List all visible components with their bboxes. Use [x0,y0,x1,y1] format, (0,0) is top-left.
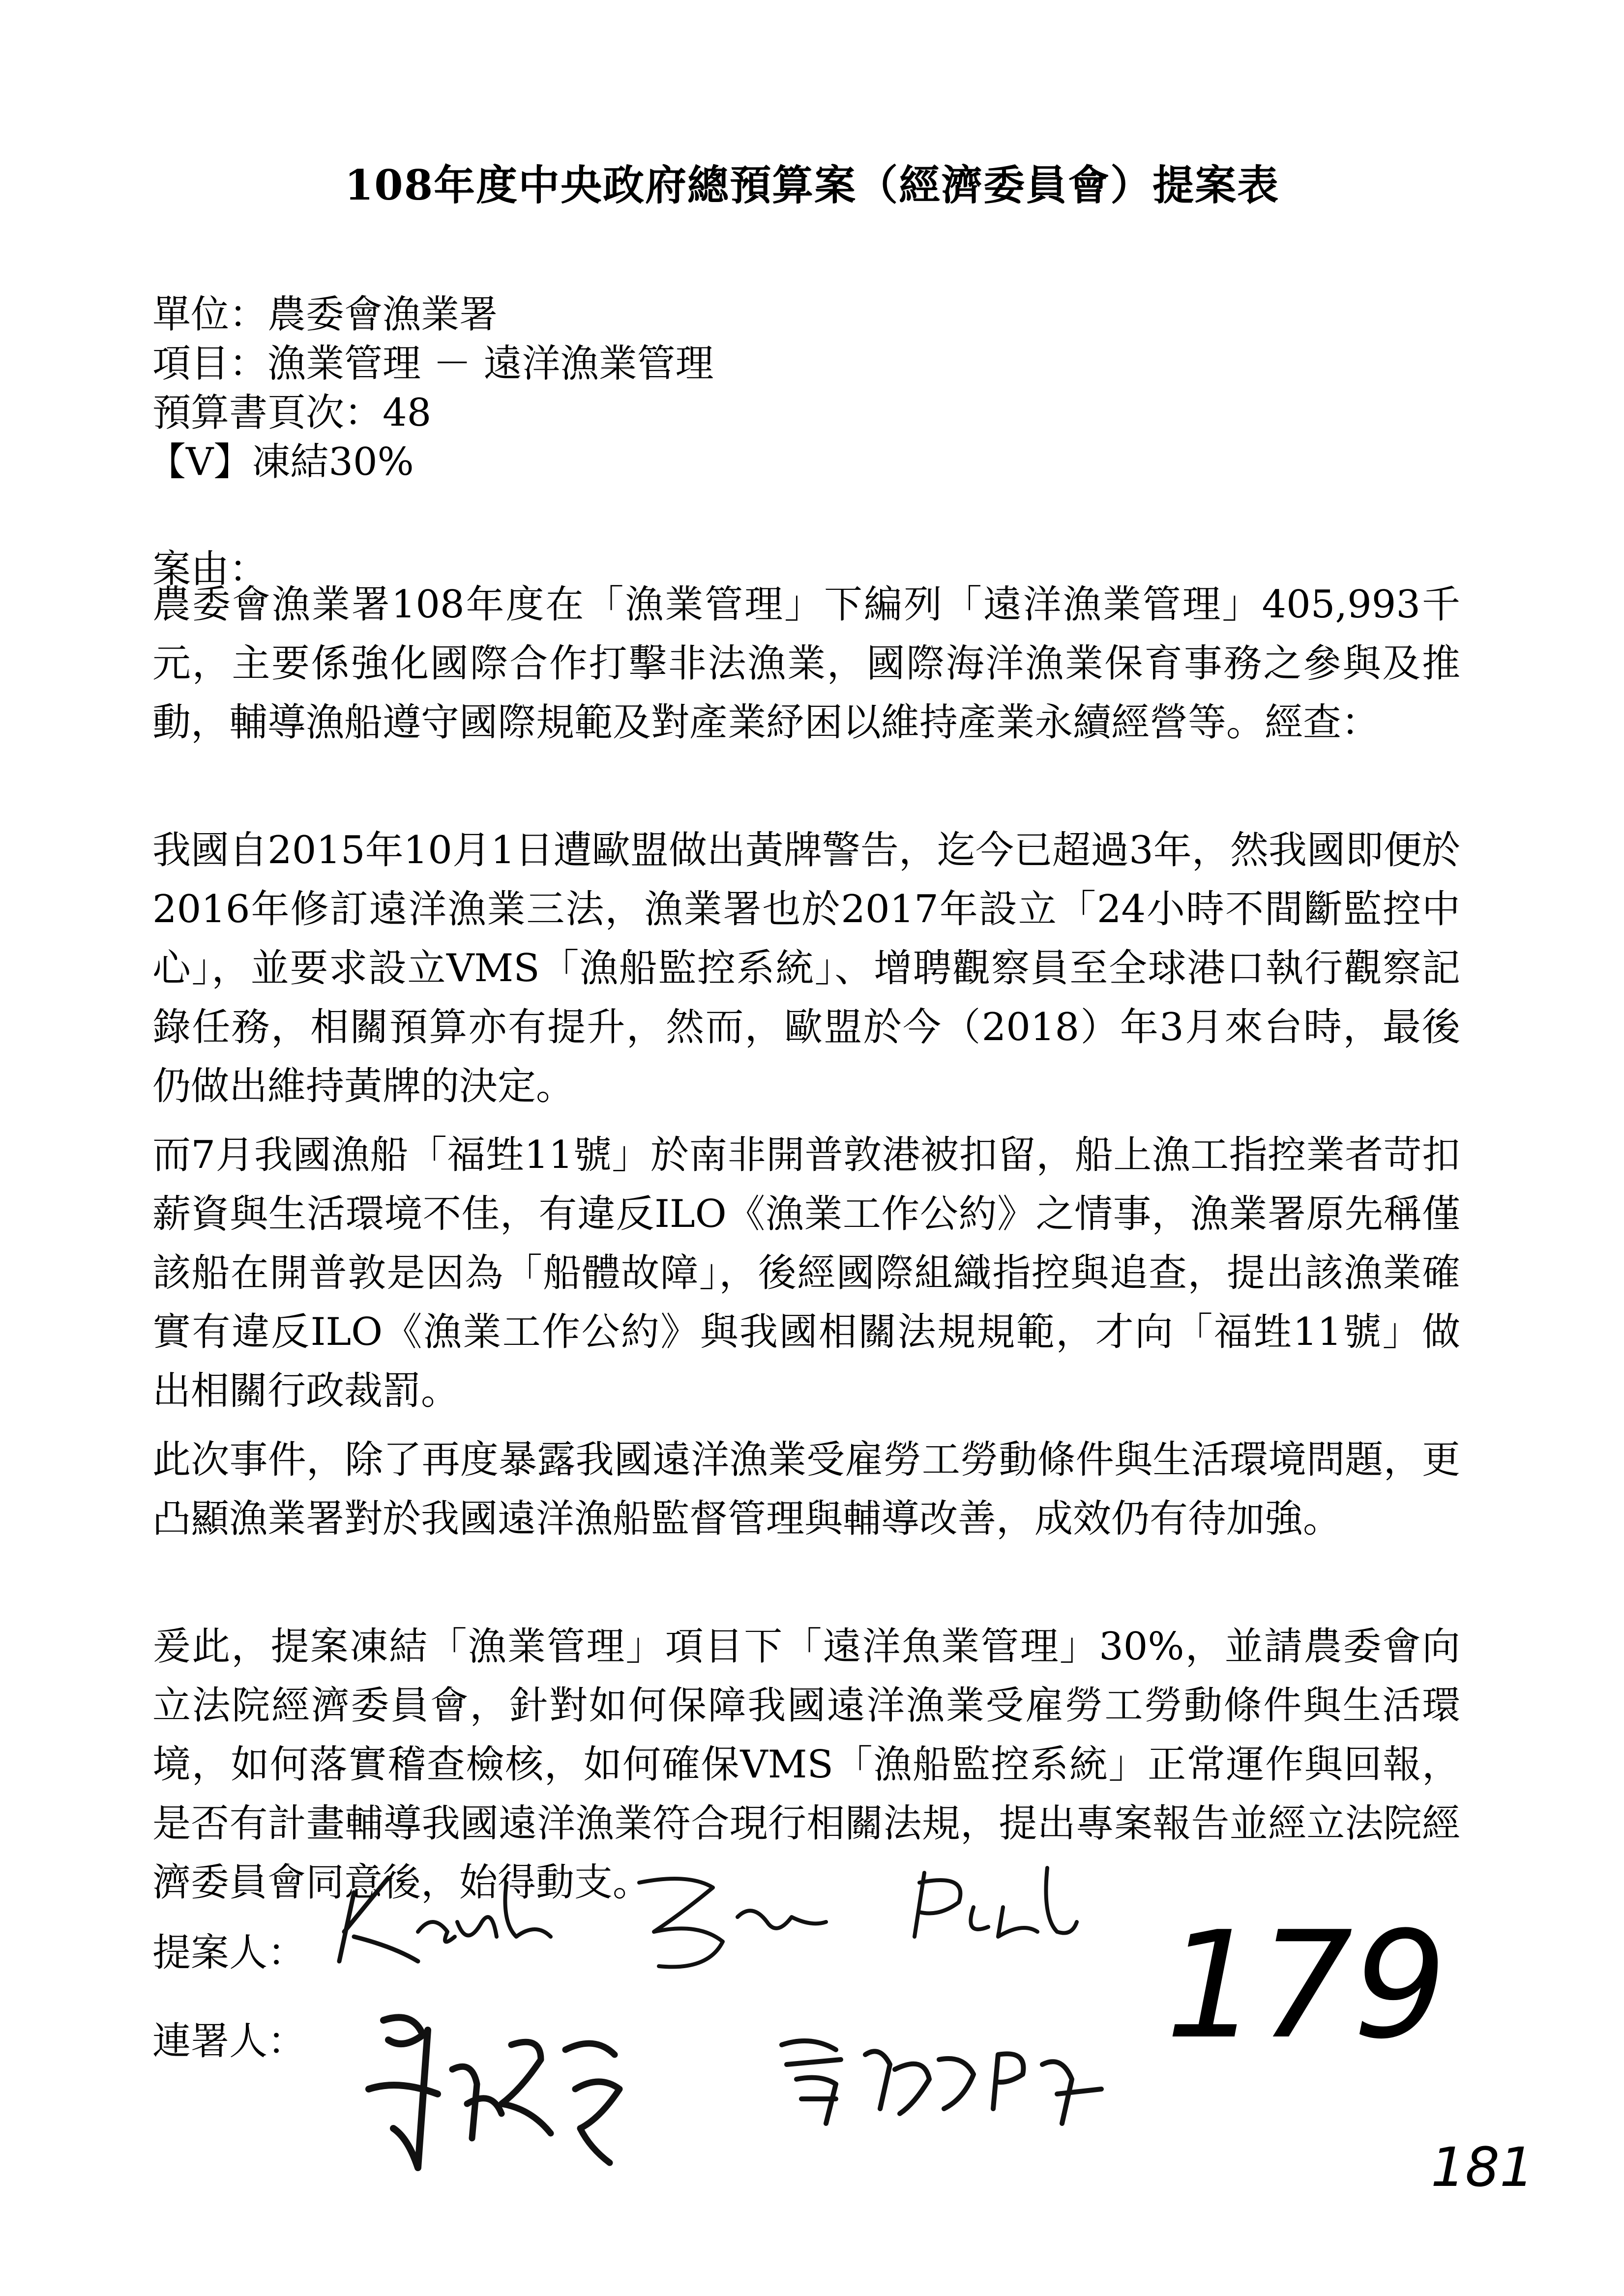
proposer-signature [334,1863,1082,1981]
case-label: 案由： [152,547,268,591]
paragraph-2: 我國自2015年10月1日遭歐盟做出黃牌警告，迄今已超過3年，然我國即便於2016年修訂遠洋漁業三法，漁業署也於2017年設立「24小時不間斷監控中心」，並要求設立VMS「漁船監控系統」、增聘觀察員至全球港口執行觀察記錄任務，相關預算亦有提升，然而，歐盟於今（2018）年3月來台時，最後仍做出維持黃牌的決定。 [152,828,1460,1108]
item-line: 項目：漁業管理 － 遠洋漁業管理 [152,342,714,386]
cosigner-signature-1 [354,1991,649,2178]
handwritten-number: 179 [1165,1900,1447,2071]
paragraph-5: 爰此，提案凍結「漁業管理」項目下「遠洋魚業管理」30%，並請農委會向立法院經濟委員會，針對如何保障我國遠洋漁業受雇勞工勞動條件與生活環境，如何落實稽查檢核，如何確保VMS「漁船監控系統」正常運作與回報，是否有計畫輔導我國遠洋漁業符合現行相關法規，提出專案報告並經立法院經濟委員會同意後，始得動支。 [152,1625,1460,1905]
paragraph-4: 此次事件，除了再度暴露我國遠洋漁業受雇勞工勞動條件與生活環境問題，更凸顯漁業署對於我國遠洋漁船監督管理與輔導改善，成效仍有待加強。 [152,1438,1460,1541]
paragraph-1: 農委會漁業署108年度在「漁業管理」下編列「遠洋漁業管理」405,993千元，主要係強化國際合作打擊非法漁業，國際海洋漁業保育事務之參與及推動，輔導漁船遵守國際規範及對產業紓困以維持產業永續經營等。經查： [152,582,1460,745]
budget-page-line: 預算書頁次：48 [152,391,432,435]
paragraph-3: 而7月我國漁船「福甡11號」於南非開普敦港被扣留，船上漁工指控業者苛扣薪資與生活環境不佳，有違反ILO《漁業工作公約》之情事，漁業署原先稱僅該船在開普敦是因為「船體故障」，後經國際組織指控與追查，提出該漁業確實有違反ILO《漁業工作公約》與我國相關法規規範，才向「福甡11號」做出相關行政裁罰。 [152,1133,1460,1413]
page-title: 108年度中央政府總預算案（經濟委員會）提案表 [344,161,1280,209]
unit-line: 單位：農委會漁業署 [152,292,498,337]
proposer-label: 提案人： [152,1931,306,1975]
handwritten-page-mark: 181 [1431,2136,1534,2199]
cosigner-signature-2 [767,2025,1121,2138]
freeze-line: 【V】凍結30% [148,440,414,484]
cosigner-label: 連署人： [152,2019,306,2063]
